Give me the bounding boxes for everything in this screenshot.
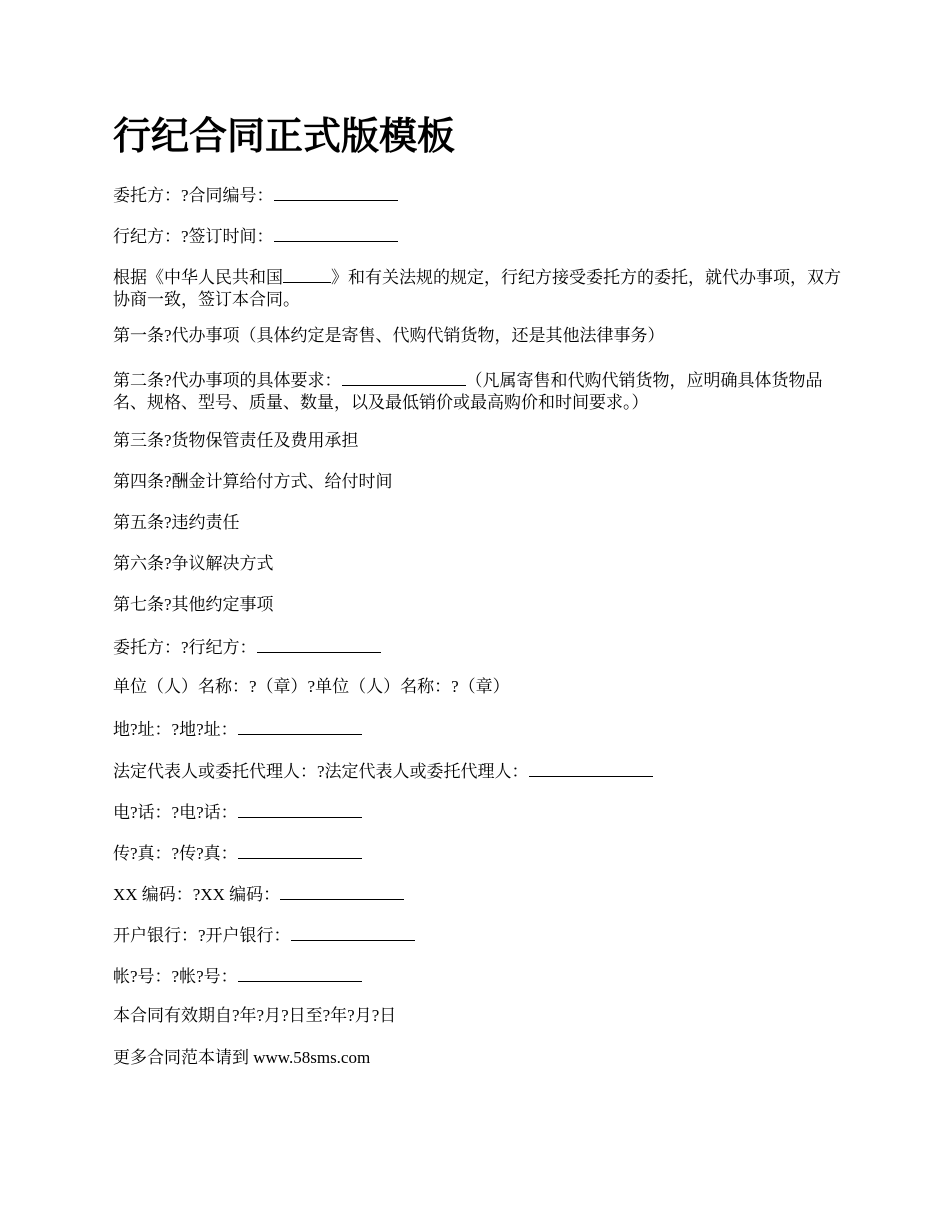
postal-code-line <box>113 882 843 906</box>
bank-blank[interactable] <box>291 923 415 941</box>
account-label: 帐?号：?帐?号： <box>113 967 238 986</box>
law-name-blank[interactable] <box>283 265 331 283</box>
account-blank[interactable] <box>238 964 362 982</box>
fax-line <box>113 841 843 865</box>
address-blank[interactable] <box>238 717 362 735</box>
fax-blank[interactable] <box>238 841 362 859</box>
phone-blank[interactable] <box>238 800 362 818</box>
signatories-line <box>113 635 843 659</box>
sign-date-blank[interactable] <box>274 224 398 242</box>
account-line <box>113 964 843 988</box>
address-line <box>113 717 843 741</box>
preamble-text-end: 》和有关法规的规定，行纪方接受委托方的委托，就代办事项，双方协商一致，签订本合同。 <box>113 268 841 309</box>
article-2-text-start: 第二条?代办事项的具体要求： <box>113 371 342 390</box>
article-7: 第七条?其他约定事项 <box>113 595 274 614</box>
agent-sign-date-label: 行纪方：?签订时间： <box>113 227 274 246</box>
address-label: 地?址：?地?址： <box>113 720 238 739</box>
contract-number-blank[interactable] <box>274 183 398 201</box>
signatories-blank[interactable] <box>257 635 381 653</box>
preamble-text-start: 根据《中华人民共和国 <box>113 268 283 287</box>
article-2 <box>113 368 843 414</box>
article-6: 第六条?争议解决方式 <box>113 554 274 573</box>
phone-line <box>113 800 843 824</box>
client-contract-number-label: 委托方：?合同编号： <box>113 186 274 205</box>
article-2-text-end: （凡属寄售和代购代销货物，应明确具体货物品名、规格、型号、质量、数量，以及最低销价或最高购价和时间要求。） <box>113 371 823 412</box>
article-1: 第一条?代办事项（具体约定是寄售、代购代销货物，还是其他法律事务） <box>113 326 665 345</box>
document-title: 行纪合同正式版模板 <box>113 114 456 158</box>
requirements-blank[interactable] <box>342 368 466 386</box>
more-templates-line: 更多合同范本请到 www.58sms.com <box>113 1048 371 1067</box>
article-3: 第三条?货物保管责任及费用承担 <box>113 431 359 450</box>
representative-blank[interactable] <box>529 759 653 777</box>
agent-sign-date-line <box>113 224 843 248</box>
bank-line <box>113 923 843 947</box>
representative-label: 法定代表人或委托代理人：?法定代表人或委托代理人： <box>113 762 529 781</box>
article-4: 第四条?酬金计算给付方式、给付时间 <box>113 472 393 491</box>
signatories-label: 委托方：?行纪方： <box>113 638 257 657</box>
postal-code-label: XX 编码：?XX 编码： <box>113 885 281 904</box>
phone-label: 电?话：?电?话： <box>113 803 238 822</box>
article-5: 第五条?违约责任 <box>113 513 240 532</box>
preamble-paragraph <box>113 265 843 311</box>
bank-label: 开户银行：?开户银行： <box>113 926 291 945</box>
representative-line <box>113 759 843 783</box>
fax-label: 传?真：?传?真： <box>113 844 238 863</box>
client-contract-number-line <box>113 183 843 207</box>
validity-period-line: 本合同有效期自?年?月?日至?年?月?日 <box>113 1006 397 1025</box>
postal-code-blank[interactable] <box>280 882 404 900</box>
party-name-line: 单位（人）名称：?（章）?单位（人）名称：?（章） <box>113 677 510 696</box>
